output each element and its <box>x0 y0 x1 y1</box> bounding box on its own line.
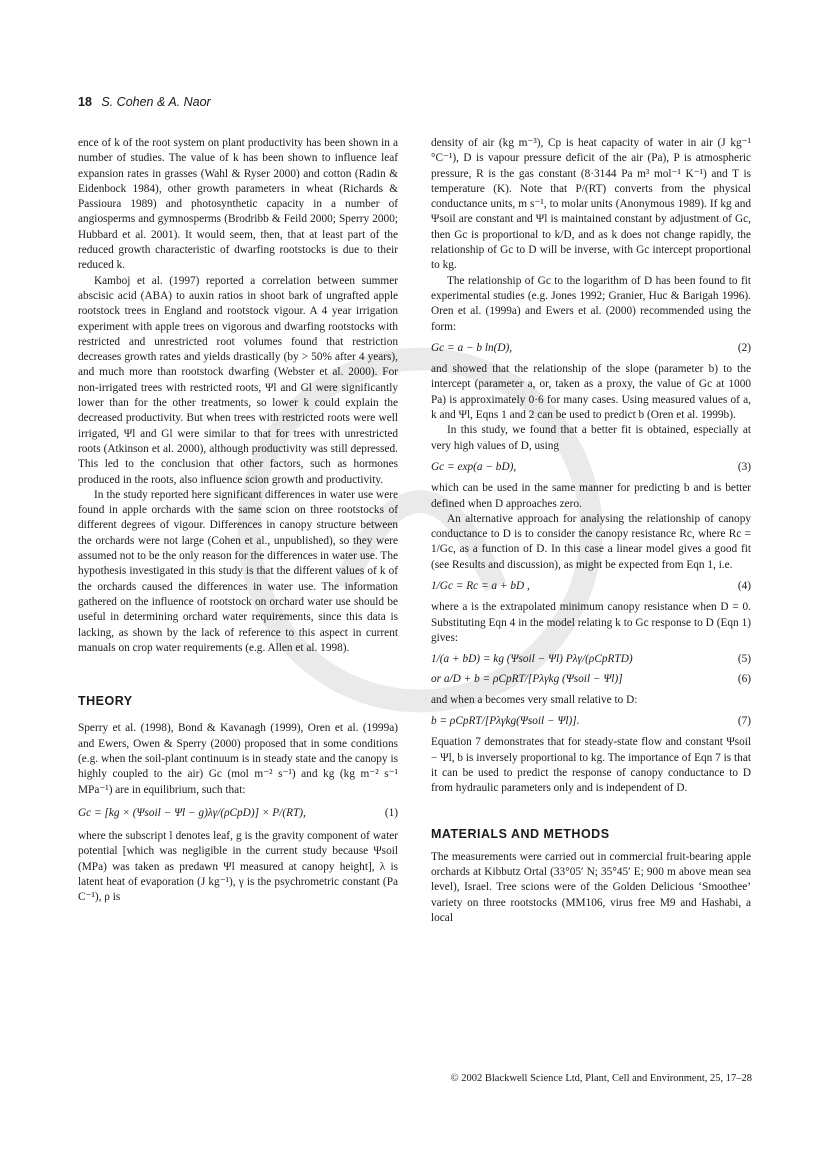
paragraph: The relationship of Gc to the logarithm of D has been found to fit experimental studies (e.g. Jones 1992; Granier, Huc & Barigah 1996). Oren et al. (1999a) and Ewers et al. (2000) recommended using the form: <box>431 274 751 333</box>
paragraph: Kamboj et al. (1997) reported a correlation between summer abscisic acid (ABA) to auxin ratios in shoot bark of ungrafted apple rootstock trees in England and rootstock vigour. A 4 year irrigation experiment with apple trees on vigorous and dwarfing rootstocks with restricted and unrestricted root volumes found that restriction decreases growth rates and yields drastically (by > 50% after 4 years), and much more than rootstock dwarfing (Webster et al. 2000). For non-irrigated trees with restricted roots, Ψl and Gl were significantly lower than for the other treatments, so lower k could explain the decreased productivity. But when trees with restricted roots were well irrigated, Ψl and Gl were similar to that for trees with unrestricted roots (Atkinson et al. 2000), although productivity was still depressed. This led to the conclusion that other factors, such as hormones produced in the roots, also influence scion growth and productivity. <box>78 274 398 486</box>
paragraph: where a is the extrapolated minimum canopy resistance when D = 0. Substituting Eqn 4 in the model relating k to Gc response to D (Eqn 1) gives: <box>431 601 751 644</box>
paragraph: An alternative approach for analysing the relationship of canopy conductance to D is to consider the canopy resistance Rc, where Rc = 1/Gc, as a function of D. In this case a linear model gives a good fit (see Results and discussion), as might be expected from Eqn 1, i.e. <box>431 512 751 571</box>
paragraph: where the subscript l denotes leaf, g is the gravity component of water potential [which was negligible in the current study because Ψsoil (MPa) was taken as predawn Ψl measured at canopy height], λ is latent heat of evaporation (J kg⁻¹), γ is the psychrometric constant (Pa C⁻¹), ρ is <box>78 830 398 904</box>
copyright-footer: © 2002 Blackwell Science Ltd, Plant, Cell and Environment, 25, 17–28 <box>450 1073 752 1084</box>
paragraph: The measurements were carried out in commercial fruit-bearing apple orchards at Kibbutz Ortal (33°05′ N; 35°45′ E; 900 m above mean sea level), Israel. Tree scions were of the Golden Delicious ‘Smoothee’ variety on three rootstocks (MM106, virus free M9 and Hashabi, a local <box>431 850 751 925</box>
page-header <box>78 95 211 109</box>
section-heading-theory: THEORY <box>78 694 133 709</box>
left-column <box>78 136 398 906</box>
page-number: 18 <box>78 95 92 109</box>
equation-1 <box>78 806 398 821</box>
paragraph: Equation 7 demonstrates that for steady-state flow and constant Ψsoil − Ψl, b is inversely proportional to kg. The importance of Eqn 7 is that it can be used to predict the response of canopy conductance to D from hydraulic parameters only and is independent of D. <box>431 736 751 795</box>
paragraph: In this study, we found that a better fit is obtained, especially at very high values of D, using <box>431 424 751 452</box>
paragraph: and when a becomes very small relative to D: <box>431 693 638 706</box>
equation-text: Gc = [kg × (Ψsoil − Ψl − g)λγ/(ρCpD)] × P/(RT), <box>78 806 306 819</box>
equation-4 <box>431 579 751 594</box>
equation-6 <box>431 672 751 687</box>
equation-5 <box>431 652 751 667</box>
paragraph: ence of k of the root system on plant productivity has been shown in a number of studies. The value of k has been shown to influence leaf expansion rates in grasses (Wahl & Ryser 2000) and cotton (Radin & Eidenbock 1984), other growth parameters in wheat (Richards & Passioura 1989) and photosynthetic capacity in a number of angiosperms and gymnosperms (Brodribb & Feild 2000; Sperry 2000; Hubbard et al. 2001). It would seem, then, that at least part of the reduced growth characteristic of dwarfing rootstocks is due to their reduced k. <box>78 137 398 272</box>
equation-number: (2) <box>737 341 751 354</box>
equation-number: (7) <box>737 715 751 728</box>
running-authors: S. Cohen & A. Naor <box>101 95 211 109</box>
equation-7 <box>431 714 751 729</box>
equation-2 <box>431 341 751 356</box>
paragraph: In the study reported here significant differences in water use were found in apple orchards with the same scion on three rootstocks of different degrees of vigour. Differences in canopy structure between the orchards were not large (Cohen et al., unpublished), so they were assumed not to be the only reason for the differences in water use. The hypothesis investigated in this study is that the different values of k of the orchards caused the differences in water use. The information gathered on the influence of rootstock on orchard water use should be useful in determining orchard water requirements, since this data is lacking, as shown by the lack of reference to this aspect in current manuals on crop water requirements (e.g. Allen et al. 1998). <box>78 488 398 654</box>
section-heading-methods: MATERIALS AND METHODS <box>431 826 610 841</box>
paragraph: and showed that the relationship of the slope (parameter b) to the intercept (parameter a, or, taken as a proxy, the value of Gc at 1000 Pa) is approximately 0·6 for many cases. Using measured values of a, k and Ψl, Eqns 1 and 2 can be used to predict b (Oren et al. 1999b). <box>431 363 751 422</box>
paragraph: density of air (kg m⁻³), Cp is heat capacity of water in air (J kg⁻¹ °C⁻¹), D is vapour pressure deficit of the air (Pa), P is atmospheric pressure, R is the gas constant (8·3144 Pa m³ mol⁻¹ K⁻¹) and T is temperature (K). Note that P/(RT) converts from the physical conductance units, m s⁻¹, to molar units (Anonymous 1989). If kg and Ψsoil are constant and Ψl is maintained constant by adjustment of Gc, then Gc is proportional to k/D, and as k does not change rapidly, the relationship of Gc to D will be inverse, with Gc intercept proportional to kg. <box>431 137 751 272</box>
paragraph: which can be used in the same manner for predicting b and is better defined when D approaches zero. <box>431 482 751 510</box>
equation-text: Gc = a − b ln(D), <box>431 341 513 354</box>
equation-text: 1/(a + bD) = kg (Ψsoil − Ψl) Pλγ/(ρCpRTD) <box>431 653 633 666</box>
equation-number: (3) <box>737 460 751 473</box>
equation-number: (6) <box>737 672 751 685</box>
right-column <box>431 136 751 926</box>
equation-number: (1) <box>384 806 398 819</box>
equation-number: (5) <box>737 653 751 666</box>
equation-text: or a/D + b = ρCpRT/[Pλγkg (Ψsoil − Ψl)] <box>431 672 623 685</box>
paragraph: Sperry et al. (1998), Bond & Kavanagh (1999), Oren et al. (1999a) and Ewers, Owen & Sperry (2000) proposed that in some conditions (e.g. when the soil-plant continuum is in steady state and the canopy is highly coupled to the air) Gc (mol m⁻² s⁻¹) and kg (kg m⁻² s⁻¹ MPa⁻¹) are in equilibrium, such that: <box>78 722 398 796</box>
equation-text: Gc = exp(a − bD), <box>431 460 517 473</box>
equation-text: 1/Gc = Rc = a + bD , <box>431 580 530 593</box>
equation-number: (4) <box>737 580 751 593</box>
equation-3 <box>431 460 751 475</box>
equation-text: b = ρCpRT/[Pλγkg(Ψsoil − Ψl)]. <box>431 715 580 728</box>
